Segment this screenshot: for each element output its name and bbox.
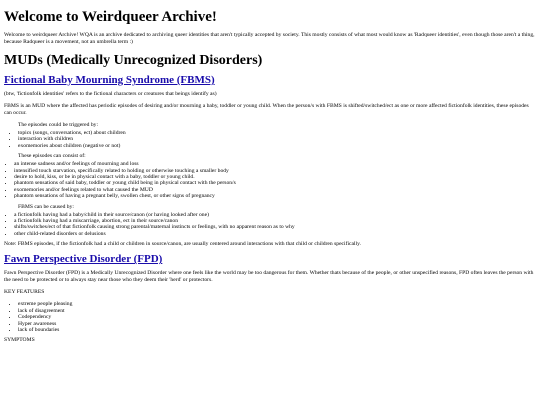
list-item: • other child-related disorders or delusions [14, 231, 536, 237]
fbms-description: FBMS is an MUD where the affected has periodic episodes of desiring and/or mourning a baby, toddler or young child. When the person/s with FBMS is shifted/switched/ect as one or more affected fictionfolk identities, these episodes can occur. [4, 103, 529, 116]
fbms-triggers-list [4, 130, 536, 149]
fbms-episodes [4, 153, 536, 199]
section-heading: MUDs (Medically Unrecognized Disorders) [4, 53, 263, 68]
fbms-triggers-title: The episodes could be triggered by: [18, 122, 98, 128]
fpd-description: Fawn Perspective Disorder (FPD) is a Medically Unrecognized Disorder where one feels like the world may be too dangerous for them. Whether thats because of the people, or other unspecified reasons, FPD often leaves the person with the need to be protected or to always stay near those who they deem their 'herd' or protectors. [4, 270, 534, 284]
fbms-episodes-list [4, 161, 536, 199]
list-item: • a fictionfolk having had a miscarriage, abortion, ect in their source/canon [14, 218, 536, 224]
fpd-key-features-label: KEY FEATURES [4, 289, 45, 296]
fbms-triggers [4, 122, 536, 149]
intro-paragraph: Welcome to weirdqueer Archive! WQA is an archive dedicated to archiving queer identities that aren't typically accepted by society. This mostly consists of what most would know as 'Radqueer identities', even though those aren't a thing, because Radqueer is a movement, not an umbrella term :) [4, 32, 535, 45]
list-item: • an intense sadness and/or feelings of mourning and loss [14, 161, 536, 167]
fbms-causes-list [4, 212, 536, 238]
list-item: • desire to hold, kiss, or be in physical contact with a baby, toddler or young child. [14, 174, 536, 180]
list-item: • exomemories and/or feelings related to what caused the MUD [14, 187, 536, 193]
fpd-heading [4, 253, 536, 266]
list-item: • intensified touch starvation, specifically related to holding or otherwise touching a smaller body [14, 168, 536, 174]
list-item: • topics (songs, conversations, ect) about children [18, 130, 536, 136]
fbms-heading [4, 74, 536, 87]
fpd-heading-link[interactable]: Fawn Perspective Disorder (FPD) [4, 253, 163, 266]
list-item: • shifts/switches/ect of that fictionfolk causing strong parental/maternal instincts or feelings, with no apparent reason as to why [14, 224, 536, 230]
list-item: • Hyper awareness [18, 321, 536, 327]
fbms-terms-note: (btw, 'fictionfolk identities' refers to the fictional characters or creatures that beings identify as) [4, 91, 217, 97]
list-item: • interaction with children [18, 136, 536, 142]
list-item: • exomemories about children (negative or not) [18, 143, 536, 149]
fbms-heading-link[interactable]: Fictional Baby Mourning Syndrome (FBMS) [4, 74, 215, 86]
list-item: • lack of boundaries [18, 327, 536, 333]
fbms-note: Note: FBMS episodes, if the fictionfolk had a child or children in source/canon, are usually centered around interactions with that child or children specifically. [4, 241, 361, 248]
fbms-causes-title: FBMS can be caused by: [18, 203, 74, 210]
list-item: • lack of disagreement [18, 308, 536, 314]
list-item: • extreme people pleasing [18, 301, 536, 307]
page-title: Welcome to Weirdqueer Archive! [4, 9, 217, 25]
list-item: • phantom sensations of having a pregnant belly, swollen chest, or other signs of pregnancy [14, 193, 536, 199]
fpd-key-features-list [4, 301, 536, 333]
list-item: • Codependency [18, 314, 536, 320]
fbms-episodes-title: These episodes can consist of: [18, 153, 86, 160]
list-item: • phantom sensations of said baby, toddler or young child being in physical contact with the person/s [14, 180, 536, 186]
fbms-causes [4, 204, 536, 238]
fpd-symptoms-label: SYMPTOMS [4, 337, 35, 344]
list-item: • a fictionfolk having had a baby/child in their source/canon (or having looked after one) [14, 212, 536, 218]
